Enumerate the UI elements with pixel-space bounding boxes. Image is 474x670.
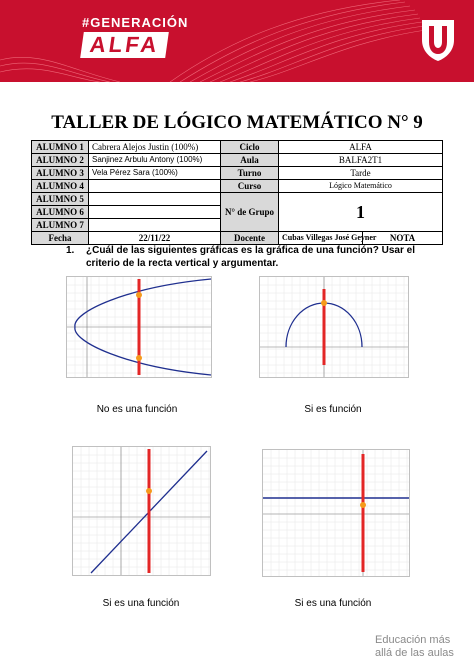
- footer-line-1: Educación más: [375, 634, 451, 646]
- alumno7-value: [89, 219, 221, 232]
- alumno1-value: Cabrera Alejos Justin (100%): [89, 141, 221, 154]
- parabola-plot: [67, 277, 211, 377]
- oblique-line-plot: [73, 447, 210, 575]
- caption-graph-1: No es una función: [96, 404, 178, 415]
- docente-label: Docente: [221, 232, 279, 245]
- alumno7-label: ALUMNO 7: [32, 219, 89, 232]
- footer-line-2: allá de las aulas: [375, 647, 454, 659]
- fecha-label: Fecha: [32, 232, 89, 245]
- university-shield-icon: [420, 18, 456, 62]
- caption-graph-4: Si es una función: [294, 598, 372, 609]
- turno-value: Tarde: [279, 167, 443, 180]
- fecha-value: 22/11/22: [89, 232, 221, 245]
- banner-wave-pattern: [0, 0, 474, 82]
- brand-logo-text: ALFA: [80, 32, 169, 58]
- alumno2-label: ALUMNO 2: [32, 154, 89, 167]
- alumno5-value: [89, 193, 221, 206]
- curso-value: Lógico Matemático: [279, 180, 443, 193]
- alumno4-value: [89, 180, 221, 193]
- nota-label: NOTA: [363, 232, 443, 245]
- caption-graph-2: Si es función: [304, 404, 362, 415]
- alumno3-value: Vela Pérez Sara (100%): [89, 167, 221, 180]
- alumno6-value: [89, 206, 221, 219]
- question-number: 1.: [66, 245, 75, 256]
- aula-label: Aula: [221, 154, 279, 167]
- turno-label: Turno: [221, 167, 279, 180]
- ciclo-value: ALFA: [279, 141, 443, 154]
- docente-value: Cubas Villegas José Geyner: [279, 232, 363, 245]
- aula-value: BALFA2T1: [279, 154, 443, 167]
- alumno5-label: ALUMNO 5: [32, 193, 89, 206]
- graph-parabola: [66, 276, 212, 378]
- grupo-label: N° de Grupo: [221, 193, 279, 232]
- student-info-table: [31, 140, 443, 245]
- graph-horizontal-line: [262, 449, 410, 577]
- alumno3-label: ALUMNO 3: [32, 167, 89, 180]
- alumno4-label: ALUMNO 4: [32, 180, 89, 193]
- question-text: ¿Cuál de las siguientes gráficas es la gráfica de una función? Usar el criterio de la recta vertical y argumentar.: [86, 245, 415, 269]
- footer-slogan: [375, 634, 454, 660]
- caption-graph-3: Si es una función: [102, 598, 180, 609]
- grupo-value: 1: [279, 193, 443, 232]
- ciclo-label: Ciclo: [221, 141, 279, 154]
- graph-oblique-line: [72, 446, 211, 576]
- alumno2-value: Sanjinez Arbulu Antony (100%): [89, 154, 221, 167]
- horizontal-line-plot: [263, 450, 409, 576]
- curso-label: Curso: [221, 180, 279, 193]
- page-title: TALLER DE LÓGICO MATEMÁTICO N° 9: [51, 112, 423, 133]
- header-banner: [0, 0, 474, 82]
- brand-tagline: #GENERACIÓN: [82, 15, 189, 30]
- graph-semicircle: [259, 276, 409, 378]
- alumno6-label: ALUMNO 6: [32, 206, 89, 219]
- semicircle-plot: [260, 277, 408, 377]
- alumno1-label: ALUMNO 1: [32, 141, 89, 154]
